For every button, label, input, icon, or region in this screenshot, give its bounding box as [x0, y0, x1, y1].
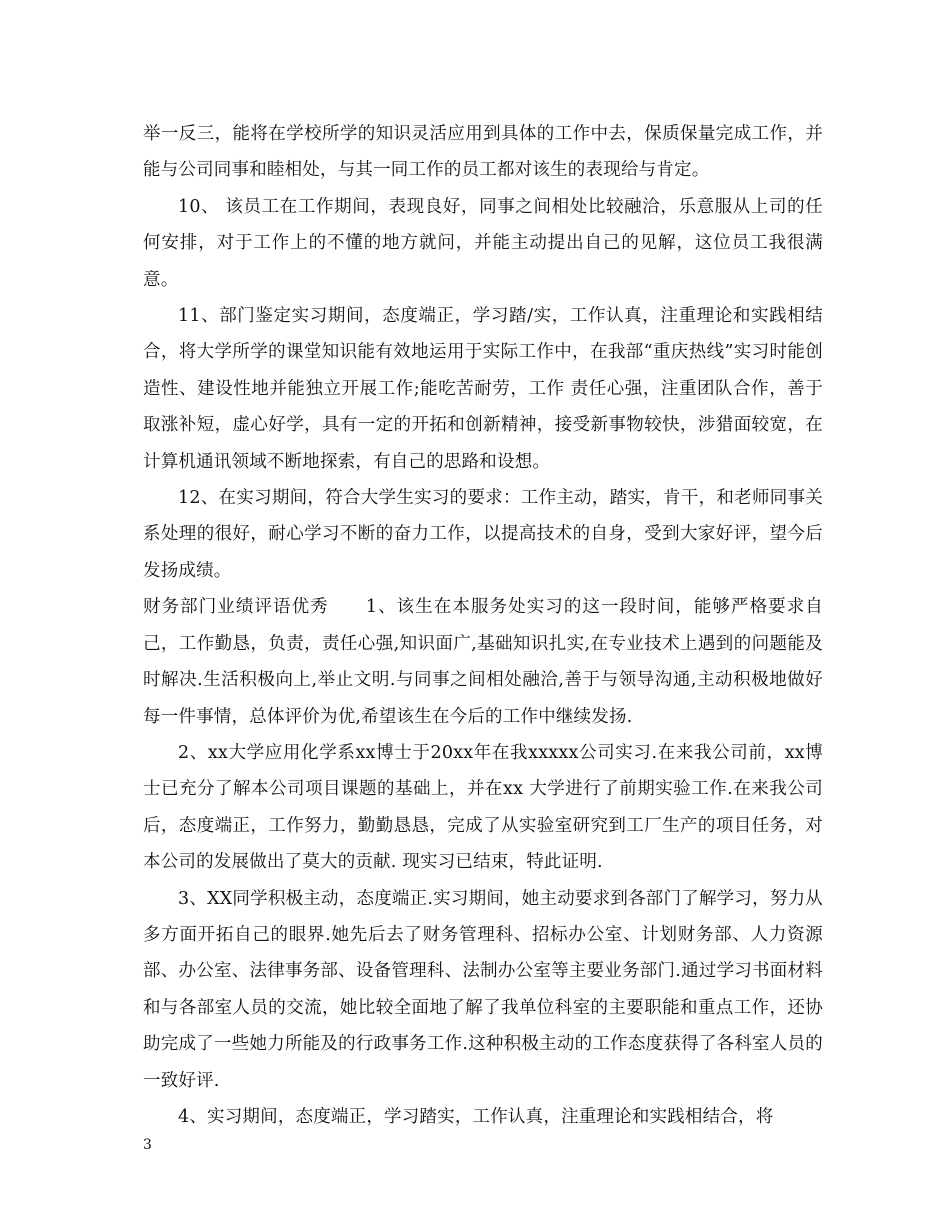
page-number: 3	[143, 1137, 152, 1153]
paragraph-finance-heading-item-1: 财务部门业绩评语优秀 1、该生在本服务处实习的这一段时间，能够严格要求自己，工作勤恳，负责，责任心强,知识面广,基础知识扎实,在专业技术上遇到的问题能及时解决.生活积极向上,举止文明.与同事之间相处融洽,善于与领导沟通,主动积极地做好每一件事情，总体评价为优,希望该生在今后的工作中继续发扬.	[143, 597, 823, 727]
paragraph-item-2: 2、xx大学应用化学系xx博士于20xx年在我xxxxx公司实习.在来我公司前，xx博士已充分了解本公司项目课题的基础上，并在xx 大学进行了前期实验工作.在来我公司后，态度端正，工作努力，勤勤恳恳，完成了从实验室研究到工厂生产的项目任务，对本公司的发展做出了莫大的贡献. 现实习已结束，特此证明.	[143, 742, 823, 873]
paragraph-item-11: 11、部门鉴定实习期间，态度端正，学习踏/实，工作认真，注重理论和实践相结合，将大学所学的课堂知识能有效地运用于实际工作中，在我部“重庆热线”实习时能创造性、建设性地并能独立开展工作;能吃苦耐劳，工作 责任心强，注重团队合作，善于取涨补短，虚心好学，具有一定的开拓和创新精神，接受新事物较快，涉猎面较宽，在计算机通讯领域不断地探索，有自己的思路和设想。	[143, 306, 823, 472]
paragraph-item-3: 3、XX同学积极主动，态度端正.实习期间，她主动要求到各部门了解学习，努力从多方面开拓自己的眼界.她先后去了财务管理科、招标办公室、计划财务部、人力资源部、办公室、法律事务部、设备管理科、法制办公室等主要业务部门.通过学习书面材料和与各部室人员的交流，她比较全面地了解了我单位科室的主要职能和重点工作，还协助完成了一些她力所能及的行政事务工作.这种积极主动的工作态度获得了各科室人员的一致好评.	[143, 888, 823, 1091]
paragraph-continuation: 举一反三，能将在学校所学的知识灵活应用到具体的工作中去，保质保量完成工作，并能与公司同事和睦相处，与其一同工作的员工都对该生的表现给与肯定。	[143, 124, 823, 181]
document-body	[143, 116, 823, 1135]
paragraph-item-4: 4、实习期间，态度端正，学习踏实，工作认真，注重理论和实践相结合，将	[178, 1106, 774, 1127]
paragraph-item-12: 12、在实习期间，符合大学生实习的要求：工作主动，踏实，肯干，和老师同事关系处理的很好，耐心学习不断的奋力工作，以提高技术的自身，受到大家好评，望今后发扬成绩。	[143, 488, 823, 581]
paragraph-item-10: 10、 该员工在工作期间，表现良好，同事之间相处比较融洽，乐意服从上司的任何安排，对于工作上的不懂的地方就问，并能主动提出自己的见解，这位员工我很满意。	[143, 196, 823, 290]
